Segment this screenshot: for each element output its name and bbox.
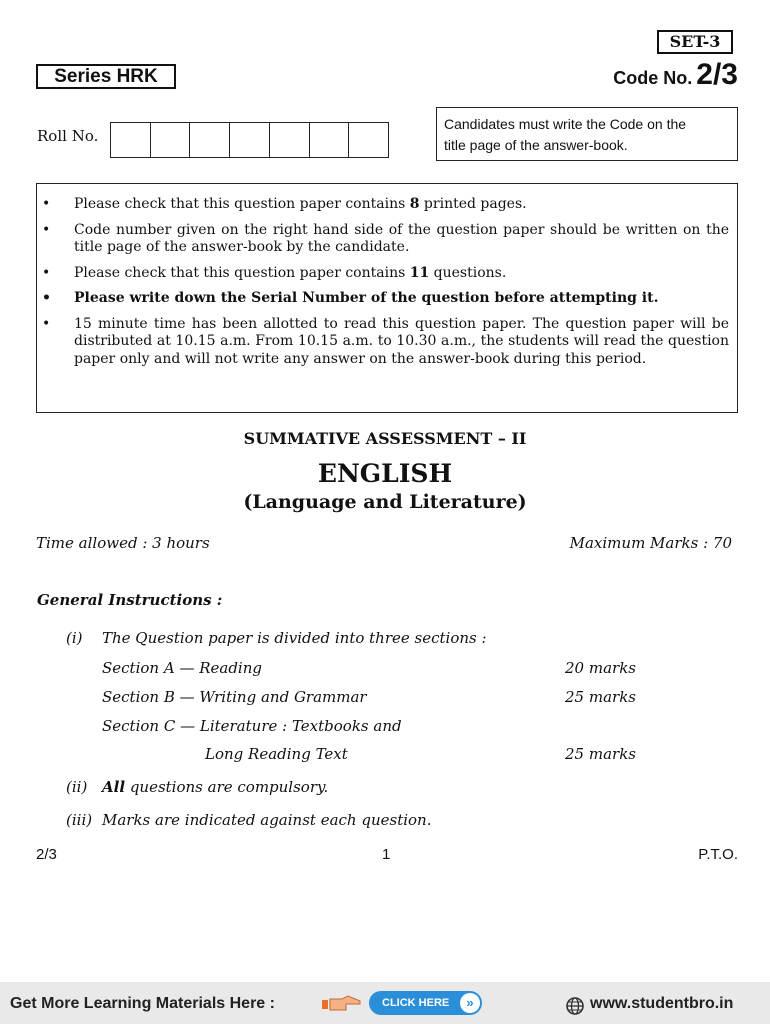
note-item: • Please check that this question paper contains 11 questions.	[42, 264, 507, 281]
roll-digit-box	[270, 123, 310, 157]
instruction-number: (ii)	[66, 778, 88, 796]
section-b-marks: 25 marks	[565, 688, 636, 706]
set-label: SET-3	[657, 30, 733, 54]
subject-title: ENGLISH	[317, 459, 453, 488]
candidate-note-line: title page of the answer-book.	[444, 137, 628, 153]
general-instructions-title: General Instructions :	[37, 591, 223, 609]
instruction-number: (iii)	[66, 811, 93, 829]
note-item: • Code number given on the right hand side of the question paper should be written on the title page of the answer-book by the candidate.	[42, 221, 729, 255]
section-a-marks: 20 marks	[565, 659, 636, 677]
maximum-marks: Maximum Marks : 70	[569, 534, 732, 552]
code-number	[560, 58, 738, 94]
section-c-name-continued: Long Reading Text	[205, 745, 348, 763]
click-here-label: CLICK HERE	[382, 997, 450, 1009]
instruction-text: All questions are compulsory.	[102, 778, 329, 796]
bullet-icon: •	[42, 315, 51, 332]
website-link[interactable]: www.studentbro.in	[590, 995, 734, 1012]
roll-digit-box	[111, 123, 151, 157]
candidate-note-box	[436, 107, 738, 161]
roll-digit-box	[349, 123, 388, 157]
note-item: • Please check that this question paper contains 8 printed pages.	[42, 196, 527, 212]
page-number: 1	[382, 846, 391, 863]
roll-digit-box	[190, 123, 230, 157]
section-c-name: Section C — Literature : Textbooks and	[102, 717, 402, 735]
note-item: • Please write down the Serial Number of the question before attempting it.	[42, 290, 659, 306]
preliminary-notes-box	[36, 183, 738, 413]
code-value: 2/3	[696, 58, 738, 91]
roll-digit-box	[310, 123, 350, 157]
notes-list	[37, 196, 729, 368]
bullet-icon: •	[42, 221, 51, 238]
please-turn-over: P.T.O.	[698, 846, 738, 863]
roll-digit-box	[151, 123, 191, 157]
bullet-icon: •	[42, 264, 51, 281]
banner-text: Get More Learning Materials Here :	[10, 995, 275, 1012]
code-label: Code No.	[613, 68, 693, 88]
pointing-hand-icon	[322, 995, 362, 1013]
section-a-name: Section A — Reading	[102, 659, 262, 677]
assessment-title: SUMMATIVE ASSESSMENT – II	[243, 429, 527, 448]
roll-digit-box	[230, 123, 270, 157]
roll-number-boxes	[110, 122, 389, 158]
note-item: • 15 minute time has been allotted to read this question paper. The question paper will be distributed at 10.15 a.m. From 10.15 a.m. to 10.30 a.m., the students will read the question paper only and will not write any answer on the answer-book during this period.	[42, 315, 729, 367]
candidate-note-line: Candidates must write the Code on the	[444, 116, 687, 132]
bullet-icon: •	[42, 196, 51, 212]
roll-number-label: Roll No.	[37, 127, 99, 145]
section-b-name: Section B — Writing and Grammar	[102, 688, 367, 706]
instruction-number: (i)	[66, 629, 83, 647]
instruction-text: The Question paper is divided into three sections :	[102, 629, 487, 647]
bullet-icon: •	[42, 290, 51, 306]
series-label: Series HRK	[36, 64, 176, 89]
subject-subtitle: (Language and Literature)	[243, 491, 527, 513]
page-footer	[36, 846, 738, 863]
click-here-button[interactable]	[369, 991, 482, 1015]
globe-icon	[565, 996, 585, 1016]
instruction-text: Marks are indicated against each question.	[102, 811, 432, 829]
double-chevron-right-icon: »	[460, 993, 480, 1013]
time-marks-row	[36, 534, 732, 552]
footer-code: 2/3	[36, 846, 57, 863]
section-c-marks: 25 marks	[565, 745, 636, 763]
time-allowed: Time allowed : 3 hours	[36, 534, 210, 552]
